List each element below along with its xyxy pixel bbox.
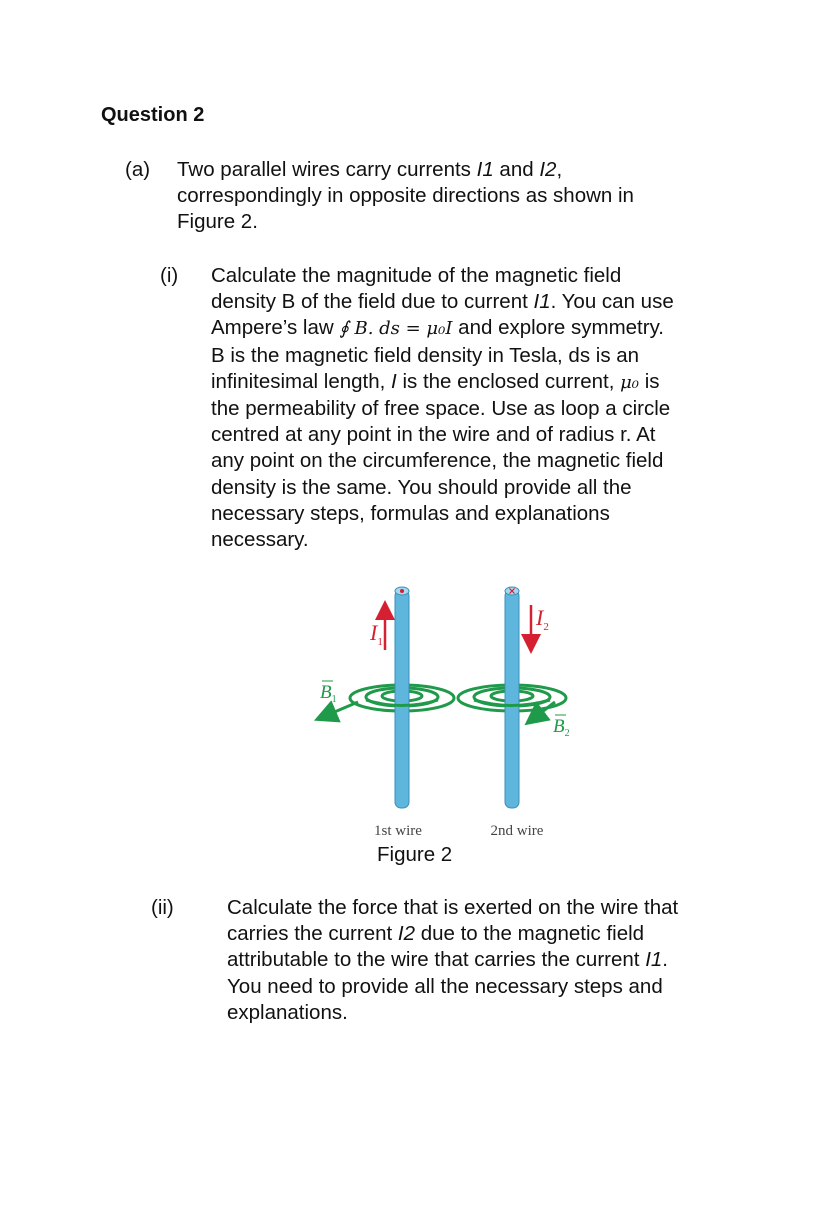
part-i-line-4: B is the magnetic field density in Tesla, ds is an [211,343,640,367]
part-i-line-8: any point on the circumference, the magnetic field [211,449,664,473]
part-i-text [211,263,674,553]
part-ii-line-3: attributable to the wire that carries the current I1. [227,948,668,972]
figure-caption: Figure 2 [377,843,453,866]
current-out-dot-icon [400,589,404,593]
current-i2-ref: I2 [397,922,416,946]
part-a-text-and: and [493,158,540,181]
part-a-comma: , [556,158,563,181]
part-a-text-1: Two parallel wires carry currents [177,158,477,181]
part-i-line-5: infinitesimal length, I is the enclosed current, μ₀ is [211,369,660,393]
current-i1: I1 [476,158,494,181]
part-i-line-9: density is the same. You should provide all the [211,475,632,499]
part-i-line-10: necessary steps, formulas and explanations [211,501,610,525]
part-i-label: (i) [160,264,179,287]
part-i-line-1: Calculate the magnitude of the magnetic field [211,264,622,287]
part-a-label: (a) [125,158,151,181]
current-i1-ref: I1 [533,290,551,314]
part-i-line-7: centred at any point in the wire and of radius r. At [211,423,656,447]
current-i2-label: $I_2$ [536,605,549,633]
field-b1-arrow-icon [325,702,358,716]
field-b1-label: $B_1$ [320,682,337,705]
wire-2 [505,587,519,808]
question-title: Question 2 [101,104,205,126]
ampere-formula: ∮ B. ds = μ₀I [339,318,453,340]
current-i1-ref-2: I1 [645,948,663,972]
current-i2: I2 [539,158,557,181]
part-a-text-2: correspondingly in opposite directions as shown in [177,184,634,208]
part-a-text-3: Figure 2. [177,210,258,234]
mu0-symbol: μ₀ [620,371,640,393]
part-ii-label: (ii) [151,896,174,919]
part-i-line-2: density B of the field due to current I1. You can use [211,290,674,314]
figure-2-diagram [300,580,580,845]
field-b2-label: $B_2$ [553,716,570,739]
wire-1 [395,587,409,808]
part-a-text [177,157,634,236]
wire-1-label: 1st wire [374,823,422,839]
part-i-line-6: the permeability of free space. Use as loop a circle [211,397,671,421]
part-ii-line-2: carries the current I2 due to the magnetic field [227,922,645,946]
part-ii-line-5: explanations. [227,1000,348,1024]
part-ii-line-1: Calculate the force that is exerted on the wire that [227,896,679,919]
wire-2-label: 2nd wire [490,823,544,839]
part-ii-text [227,895,678,1026]
enclosed-current-symbol: I [391,369,397,393]
part-i-line-3: Ampere’s law ∮ B. ds = μ₀I and explore symmetry. [211,316,664,340]
part-i-line-11: necessary. [211,528,309,552]
part-ii-line-4: You need to provide all the necessary steps and [227,974,663,998]
current-i1-label: $I_1$ [370,620,383,648]
